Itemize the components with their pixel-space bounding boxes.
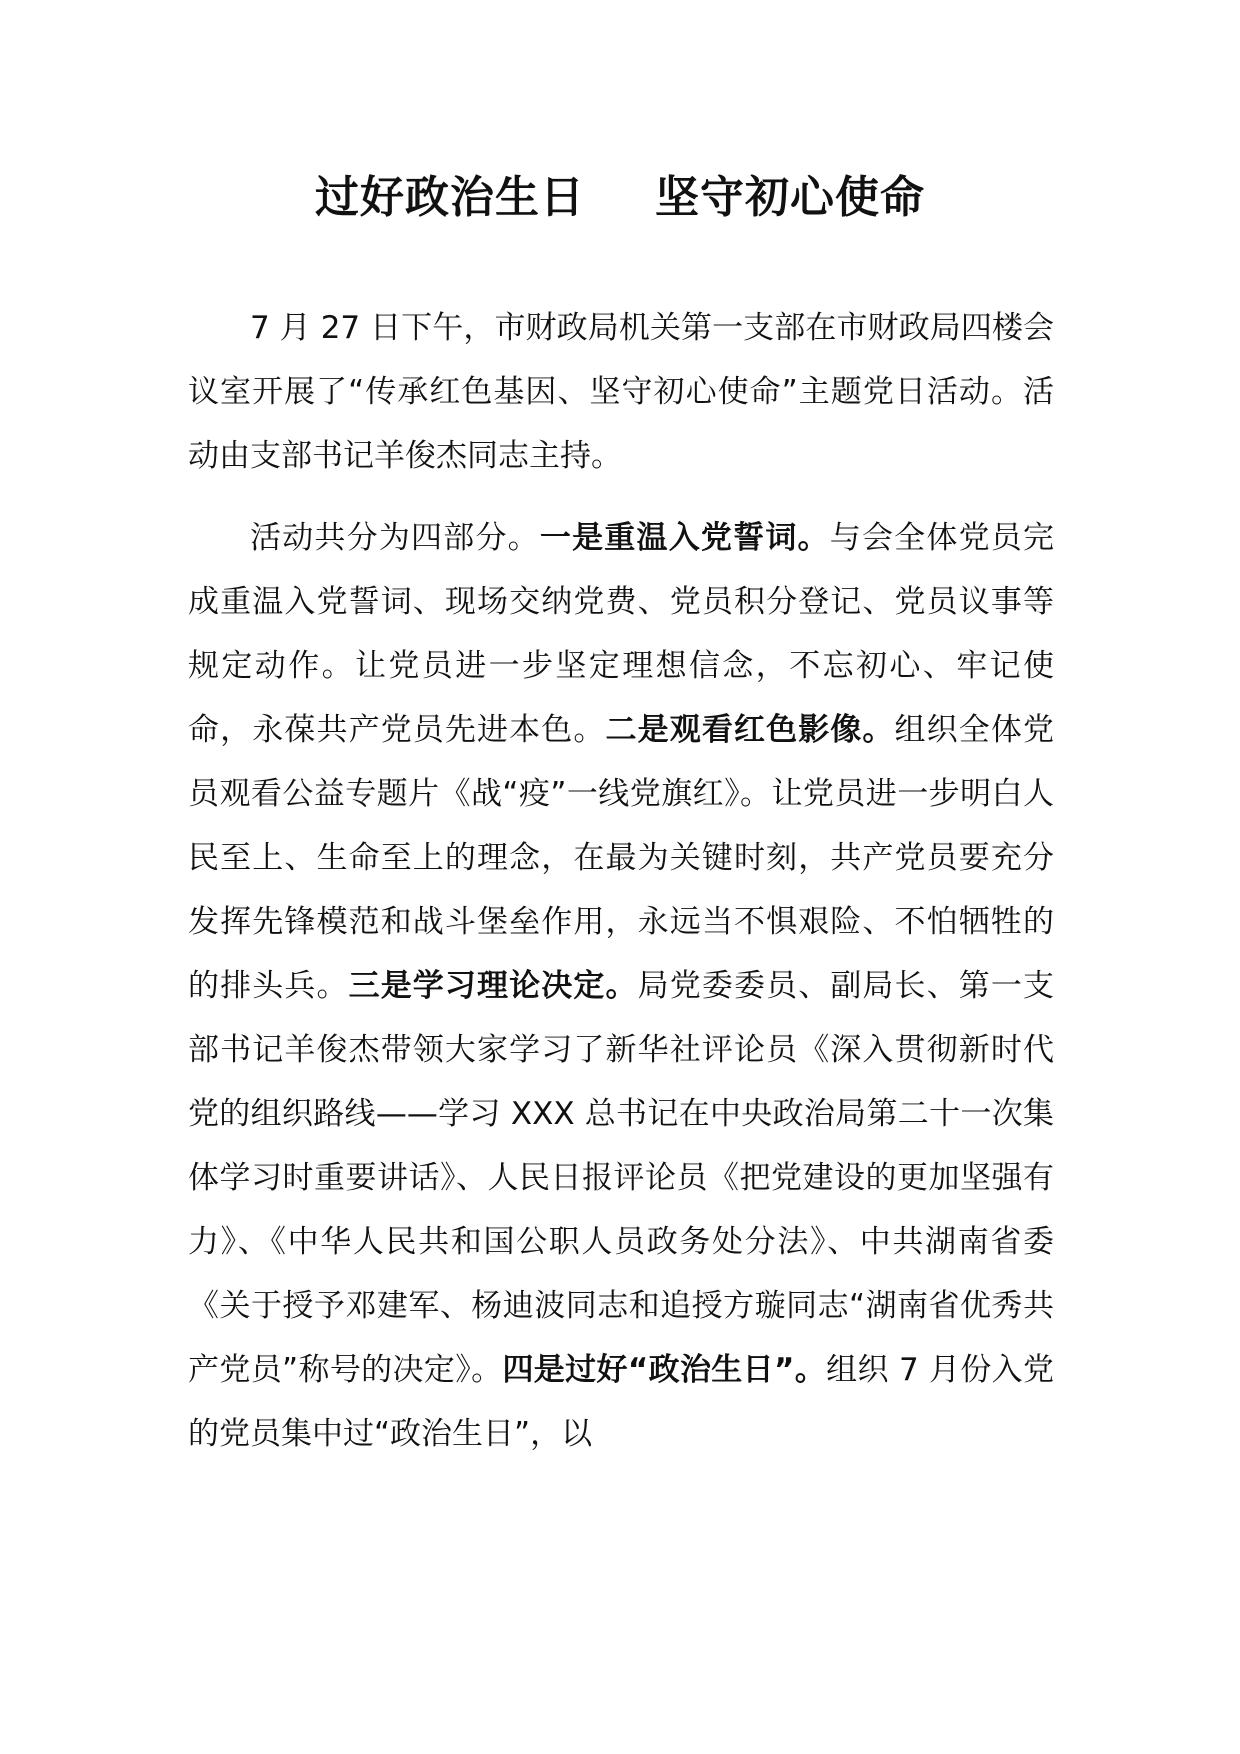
item-3-text: 局党委委员、副局长、第一支部书记羊俊杰带领大家学习了新华社评论员《深入贯彻新时代党的组织路线——学习 XXX 总书记在中央政治局第二十一次集体学习时重要讲话》、人民日报评论员《把党建设的更加坚强有力》、《中华人民共和国公职人员政务处分法》、中共湖南省委《关于授予邓建军、杨迪波同志和追授方璇同志“湖南省优秀共产党员”称号的决定》。 xyxy=(188,968,1055,1388)
document-title xyxy=(0,168,1240,228)
item-1-text: 与会全体党员完成重温入党誓词、现场交纳党费、党员积分登记、党员议事等规定动作。让党员进一步坚定理想信念，不忘初心、牢记使命，永葆共产党员先进本色。 xyxy=(188,520,1054,748)
item-1-heading: 一是重温入党誓词。 xyxy=(539,520,830,556)
item-4-text: 组织 7 月份入党的党员集中过“政治生日”，以 xyxy=(188,1352,1054,1452)
title-part-2: 坚守初心使命 xyxy=(655,172,925,223)
title-part-1: 过好政治生日 xyxy=(315,172,585,223)
item-3-heading: 三是学习理论决定。 xyxy=(348,968,638,1004)
item-2-text: 组织全体党员观看公益专题片《战“疫”一线党旗红》。让党员进一步明白人民至上、生命至上的理念，在最为关键时刻，共产党员要充分发挥先锋模范和战斗堡垒作用，永远当不惧艰险、不怕牺牲的的排头兵。 xyxy=(188,712,1055,1004)
item-4-heading: 四是过好“政治生日”。 xyxy=(502,1352,827,1388)
paragraph-2 xyxy=(188,506,1054,1466)
document-body xyxy=(188,296,1054,1466)
paragraph-1: 7 月 27 日下午，市财政局机关第一支部在市财政局四楼会议室开展了“传承红色基因、坚守初心使命”主题党日活动。活动由支部书记羊俊杰同志主持。 xyxy=(188,310,1054,474)
paragraph-2-intro: 活动共分为四部分。 xyxy=(250,520,540,556)
item-2-heading: 二是观看红色影像。 xyxy=(605,712,895,748)
